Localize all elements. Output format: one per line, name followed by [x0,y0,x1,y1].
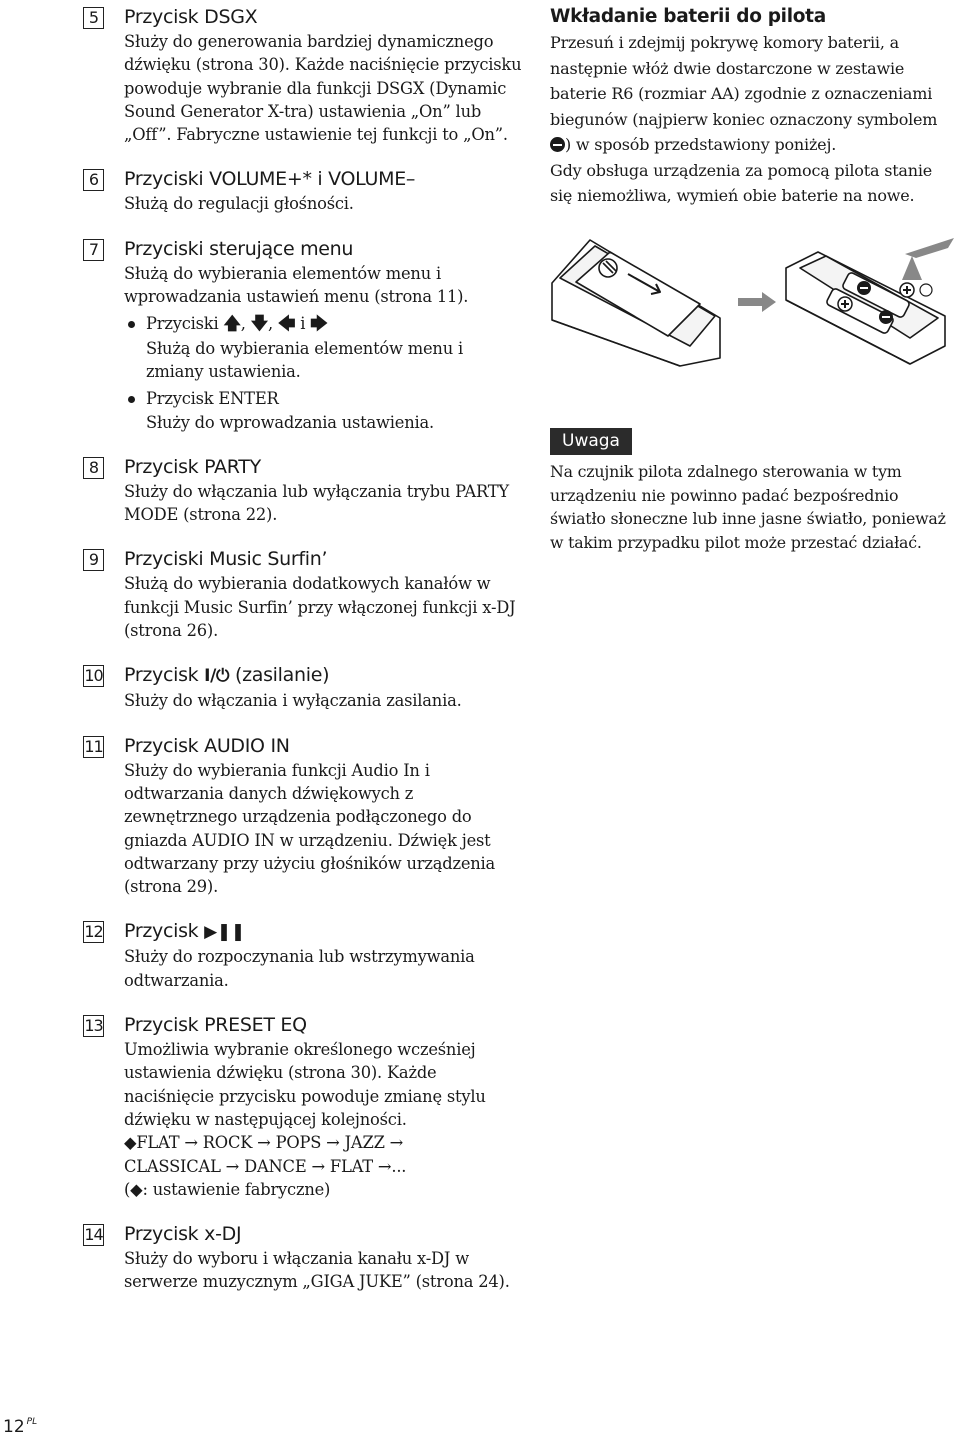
bullet-list [124,312,523,433]
item-title: Przyciski Music Surfin’ [124,548,328,571]
eq-sequence-line: CLASSICAL → DANCE → FLAT →... [124,1156,407,1176]
item-number: 7 [83,239,104,261]
item-description: Służy do generowania bardziej dynamicznego dźwięku (strona 30). Każde naciśnięcie przycisku powoduje wybranie dla funkcji DSGX (Dynamic Sound Generator X-tra) ustawienia „On” lub „Off”. Fabryczne ustawienie tej funkcji to „On”. [124,32,522,145]
item-title: Przycisk I/⏻ (zasilanie) [124,664,330,687]
item-title: Przycisk x-DJ [124,1223,242,1246]
item-title: Przycisk ▶❚❚ [124,920,245,943]
item-number: 11 [84,736,103,756]
item-description: Służy do włączania lub wyłączania trybu PARTY MODE (strona 22). [124,481,509,525]
item-title: Przyciski VOLUME+* i VOLUME– [124,168,416,191]
note-text: Na czujnik pilota zdalnego sterowania w tym urządzeniu nie powinno padać bezpośrednio światło słoneczne lub inne jasne światło, ponieważ w takim przypadku pilot może przestać działać. [550,462,946,552]
item-description: Służy do wyboru i włączania kanału x-DJ w serwerze muzycznym „GIGA JUKE” (strona 24). [124,1249,510,1292]
item-party [83,454,523,527]
item-description: Służy do wybierania funkcji Audio In i odtwarzania danych dźwiękowych z zewnętrznego urządzenia podłączonego do gniazda AUDIO IN w urządzeniu. Dźwięk jest odtwarzany przy użyciu głośników urządzenia (strona 29). [124,760,496,897]
item-title: Przycisk AUDIO IN [124,734,290,757]
battery-replace-note: Gdy obsługa urządzenia za pomocą pilota stanie się niemożliwa, wymień obie baterie na nowe. [550,160,933,205]
eq-sequence-note: (◆: ustawienie fabryczne) [124,1179,331,1199]
item-number: 14 [84,1225,103,1245]
item-preset-eq [83,1012,523,1201]
item-description: Służy do włączania i wyłączania zasilania. [124,691,462,711]
bullet-icon [128,396,135,403]
item-number: 6 [83,169,104,191]
arrow-left-icon: 🡄 [277,314,296,335]
item-dsgx [83,4,523,146]
note-label: Uwaga [550,428,632,455]
battery-instructions: Przesuń i zdejmij pokrywę komory baterii, a następnie włóż dwie dostarczone w zestawie baterie R6 (rozmiar AA) zgodnie z oznaczeniami biegunów (najpierw koniec oznaczony symbolem ) w sposób przedstawiony poniżej. [550,33,938,154]
battery-section [550,4,955,209]
item-play-pause [83,918,523,992]
bullet-description: Służą do wybierania elementów menu i zmiany ustawienia. [146,338,463,381]
item-number: 13 [84,1016,103,1036]
item-title: Przyciski sterujące menu [124,237,354,260]
item-number: 9 [83,549,104,571]
item-description: Służą do wybierania elementów menu i wprowadzania ustawień menu (strona 11). [124,263,469,307]
eq-sequence-line: ◆FLAT → ROCK → POPS → JAZZ → [124,1133,404,1153]
item-title: Przycisk PRESET EQ [124,1014,307,1037]
play-pause-icon: ▶❚❚ [204,922,245,943]
bullet-line: Przyciski 🡅, 🡇, 🡄 i 🡆 [146,314,328,335]
power-icon: I/⏻ [204,666,230,687]
item-number: 5 [83,7,104,29]
left-column [83,4,523,1314]
item-title: Przycisk PARTY [124,455,261,478]
section-title: Wkładanie baterii do pilota [550,6,826,27]
bullet-icon [128,321,135,328]
bullet-arrow-buttons [124,312,523,383]
bullet-line: Przycisk ENTER [146,389,279,409]
page-number: 12 $^{PL}$ [3,1417,38,1433]
bullet-description: Służy do wprowadzania ustawienia. [146,412,434,432]
item-menu-controls [83,236,523,434]
item-description: Umożliwia wybranie określonego wcześniej ustawienia dźwięku (strona 30). Każde naciśnięcie przycisku powoduje zmianę stylu dźwięku w następującej kolejności. [124,1040,486,1129]
item-description: Służą do regulacji głośności. [124,194,354,214]
note-box [550,428,955,554]
minus-pole-icon [550,137,565,152]
bullet-enter [124,387,523,434]
item-power [83,662,523,712]
item-number: 12 [84,922,103,942]
arrow-down-icon: 🡇 [250,314,268,335]
item-description: Służy do rozpoczynania lub wstrzymywania odtwarzania. [124,947,475,990]
item-music-surfin [83,546,523,642]
arrow-up-icon: 🡅 [223,314,241,335]
item-audio-in [83,733,523,899]
item-x-dj [83,1221,523,1294]
item-title: Przycisk DSGX [124,6,258,28]
item-number: 10 [84,666,103,686]
battery-insertion-illustration [550,238,960,368]
item-volume [83,166,523,215]
item-description: Służą do wybierania dodatkowych kanałów w funkcji Music Surfin’ przy włączonej funkcji x-DJ (strona 26). [124,574,516,641]
item-number: 8 [83,457,104,479]
arrow-right-icon: 🡆 [310,314,328,335]
